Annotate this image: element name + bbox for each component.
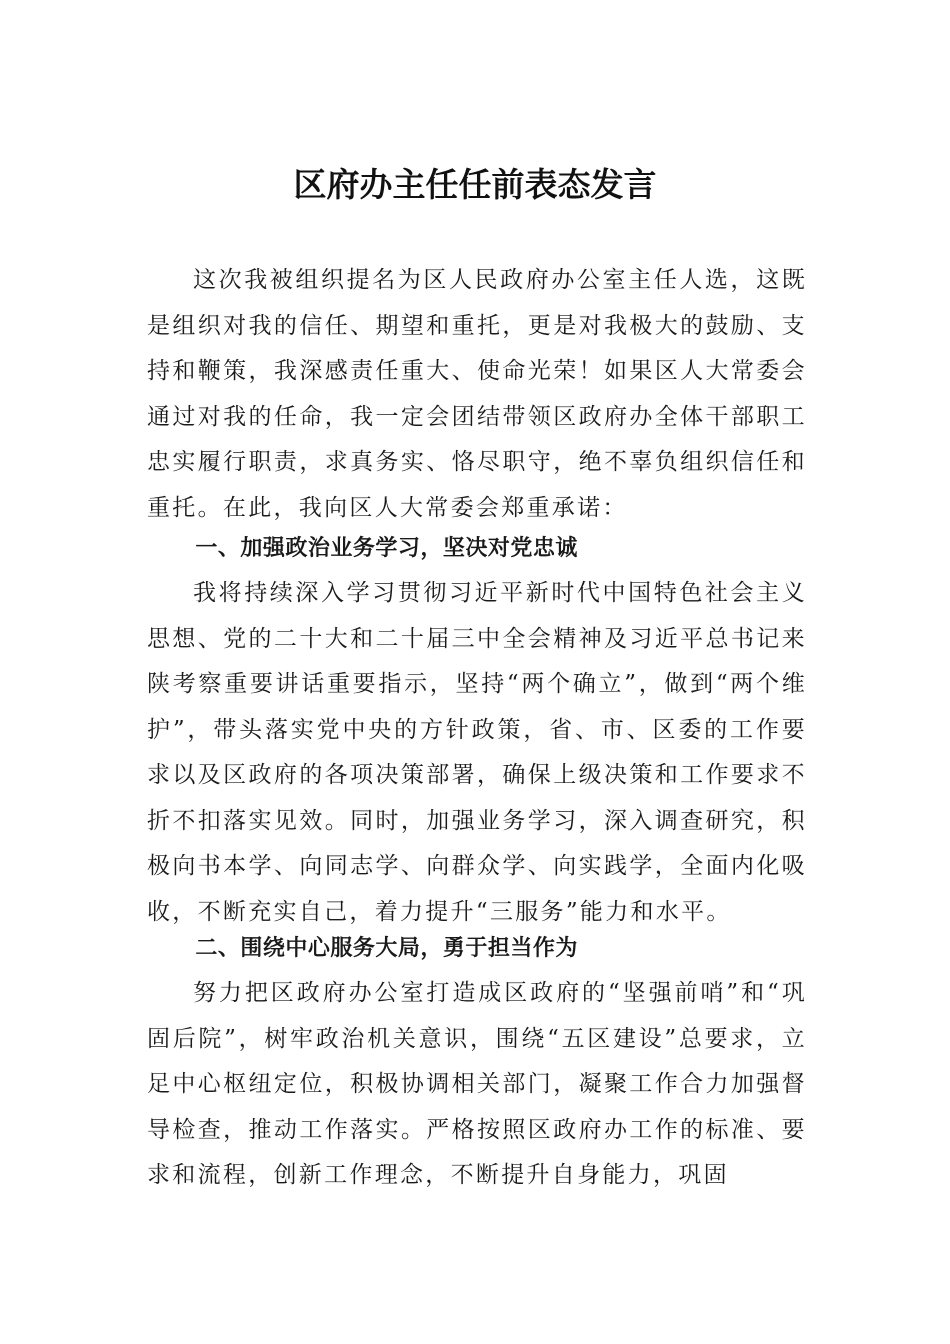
section-heading-1: 一、加强政治业务学习，坚决对党忠诚 [195, 536, 578, 561]
document-title: 区府办主任任前表态发言 [293, 165, 657, 204]
section-heading-2: 二、围绕中心服务大局，勇于担当作为 [195, 936, 578, 961]
paragraph-section-1: 我将持续深入学习贯彻习近平新时代中国特色社会主义思想、党的二十大和二十届三中全会精神及习近平总书记来陕考察重要讲话重要指示，坚持“两个确立”，做到“两个维护”，带头落实党中央的方针政策，省、市、区委的工作要求以及区政府的各项决策部署，确保上级决策和工作要求不折不扣落实见效。同时，加强业务学习，深入调查研究，积极向书本学、向同志学、向群众学、向实践学，全面内化吸收，不断充实自己，着力提升“三服务”能力和水平。 [147, 580, 807, 925]
paragraph-intro: 这次我被组织提名为区人民政府办公室主任人选，这既是组织对我的信任、期望和重托，更是对我极大的鼓励、支持和鞭策，我深感责任重大、使命光荣！如果区人大常委会通过对我的任命，我一定会团结带领区政府办全体干部职工忠实履行职责，求真务实、恪尽职守，绝不辜负组织信任和重托。在此，我向区人大常委会郑重承诺： [147, 267, 807, 521]
paragraph-section-2: 努力把区政府办公室打造成区政府的“坚强前哨”和“巩固后院”，树牢政治机关意识，围绕“五区建设”总要求，立足中心枢纽定位，积极协调相关部门，凝聚工作合力加强督导检查，推动工作落实。严格按照区政府办工作的标准、要求和流程，创新工作理念，不断提升自身能力，巩固 [147, 980, 807, 1188]
